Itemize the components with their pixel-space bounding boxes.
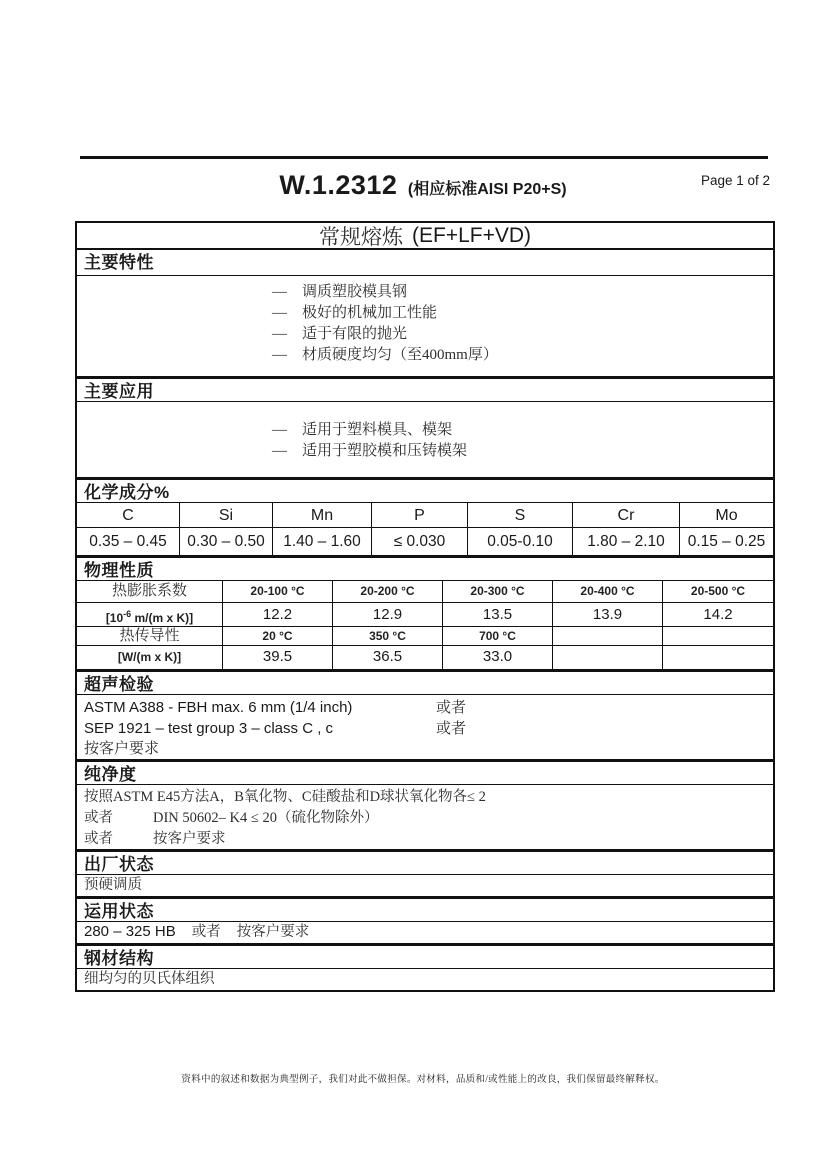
bullet-dash: — — [272, 443, 287, 459]
expansion-value: 12.2 — [223, 603, 333, 626]
conductivity-value — [663, 646, 773, 669]
ultrasonic-spec: ASTM A388 - FBH max. 6 mm (1/4 inch) — [84, 699, 353, 716]
datasheet-table — [75, 221, 775, 992]
chem-value: 1.40 – 1.60 — [273, 528, 372, 555]
heading-physical: 物理性质 — [77, 555, 773, 581]
or-label: 或者 — [84, 810, 113, 826]
conductivity-values-row — [77, 646, 773, 669]
heading-purity: 纯净度 — [77, 759, 773, 785]
chemistry-values-row — [77, 528, 773, 555]
purity-row — [84, 829, 773, 850]
feature-item-text: 调质塑胶模具钢 — [302, 284, 408, 300]
conductivity-temp: 350 °C — [333, 627, 443, 645]
footer-disclaimer: 资料中的叙述和数据为典型例子，我们对此不做担保。对材料，品质和/或性能上的改良，我们保留最终解释权。 — [181, 1075, 665, 1085]
expansion-temps-row — [77, 581, 773, 603]
purity-spec: DIN 50602– K4 ≤ 20（硫化物除外） — [153, 810, 379, 826]
unit-exponent: -6 — [123, 609, 132, 619]
purity-spec: 按客户要求 — [153, 831, 226, 847]
purity-row — [84, 808, 773, 829]
ultrasonic-row — [84, 697, 773, 718]
feature-item — [272, 303, 773, 324]
feature-item-text: 极好的机械加工性能 — [302, 305, 438, 321]
ultrasonic-row — [84, 718, 773, 739]
purity-body — [77, 785, 773, 849]
page-indicator: Page 1 of 2 — [700, 173, 770, 188]
ultrasonic-spec: 按客户要求 — [84, 741, 160, 757]
feature-item — [272, 282, 773, 303]
service-hardness: 280 – 325 HB — [84, 923, 176, 940]
ultrasonic-row — [84, 739, 773, 760]
feature-item-text: 材质硬度均匀（至400mm厚） — [302, 347, 498, 363]
purity-spec: 按照ASTM E45方法A，B氧化物、C硅酸盐和D球状氧化物各≤ 2 — [84, 789, 486, 805]
expansion-value: 14.2 — [703, 606, 733, 623]
heading-ultrasonic: 超声检验 — [77, 669, 773, 695]
or-label: 或者 — [436, 700, 467, 716]
doc-title: W.1.2312 — [279, 170, 398, 200]
conductivity-value: 36.5 — [333, 646, 443, 669]
chem-col-header: C — [77, 503, 180, 527]
expansion-value: 13.9 — [553, 603, 663, 626]
melting-title-row — [77, 223, 773, 250]
feature-item — [272, 345, 773, 366]
conductivity-temps-row — [77, 627, 773, 646]
ultrasonic-body — [77, 695, 773, 759]
chem-value: 0.30 – 0.50 — [180, 528, 273, 555]
applications-body — [77, 402, 773, 477]
chem-col-header: Mn — [273, 503, 372, 527]
expansion-temp: 20-500 °C — [690, 584, 746, 598]
chemistry-header-row — [77, 503, 773, 528]
chem-value: 0.35 – 0.45 — [77, 528, 180, 555]
bullet-dash: — — [272, 326, 287, 342]
application-item-text: 适用于塑料模具、模架 — [302, 422, 453, 438]
features-body — [77, 276, 773, 376]
application-item — [272, 441, 773, 462]
conductivity-temp — [553, 627, 663, 645]
heading-delivery-condition: 出厂状态 — [77, 849, 773, 875]
service-condition-row — [77, 922, 773, 943]
unit-prefix: [10 — [105, 611, 124, 625]
document-header — [75, 170, 771, 201]
or-label: 或者 — [191, 924, 221, 940]
conductivity-temp: 700 °C — [443, 627, 553, 645]
chem-value: 1.80 – 2.10 — [573, 528, 680, 555]
conductivity-unit: [W/(m x K)] — [77, 646, 223, 669]
expansion-temp: 20-200 °C — [333, 581, 443, 602]
header-rule — [80, 156, 768, 159]
conductivity-value: 33.0 — [443, 646, 553, 669]
chem-value: 0.05-0.10 — [468, 528, 573, 555]
heading-service-condition: 运用状态 — [77, 896, 773, 922]
chem-value: ≤ 0.030 — [372, 528, 468, 555]
conductivity-temp: 20 °C — [223, 627, 333, 645]
service-alt: 按客户要求 — [236, 924, 310, 940]
melting-title-latin: (EF+LF+VD) — [411, 223, 532, 247]
expansion-value: 12.9 — [333, 603, 443, 626]
application-item — [272, 420, 773, 441]
expansion-value: 13.5 — [443, 603, 553, 626]
heading-chemistry: 化学成分% — [77, 477, 773, 503]
bullet-dash: — — [272, 347, 287, 363]
application-item-text: 适用于塑胶模和压铸模架 — [302, 443, 468, 459]
conductivity-value: 39.5 — [223, 646, 333, 669]
bullet-dash: — — [272, 305, 287, 321]
chem-value: 0.15 – 0.25 — [687, 533, 766, 550]
conductivity-label: 热传导性 — [77, 627, 223, 645]
expansion-temp: 20-100 °C — [223, 581, 333, 602]
conductivity-value — [553, 646, 663, 669]
ultrasonic-spec: SEP 1921 – test group 3 – class C , c — [84, 720, 334, 737]
heading-steel-structure: 钢材结构 — [77, 943, 773, 969]
chem-col-header: P — [372, 503, 468, 527]
chem-col-header: Si — [180, 503, 273, 527]
purity-row — [84, 787, 773, 808]
expansion-values-row — [77, 603, 773, 627]
chem-col-header: S — [468, 503, 573, 527]
delivery-condition-text: 预硬调质 — [84, 877, 142, 893]
expansion-temp: 20-400 °C — [553, 581, 663, 602]
chem-col-header: Cr — [573, 503, 680, 527]
heading-features: 主要特性 — [77, 250, 773, 276]
bullet-dash: — — [272, 284, 287, 300]
melting-title-cn: 常规熔炼 — [318, 224, 403, 249]
chem-col-header: Mo — [715, 507, 738, 524]
expansion-label: 热膨胀系数 — [77, 581, 223, 602]
conductivity-temp — [663, 627, 773, 645]
bullet-dash: — — [272, 422, 287, 438]
expansion-temp: 20-300 °C — [443, 581, 553, 602]
unit-suffix: m/(m x K)] — [131, 611, 194, 625]
feature-item — [272, 324, 773, 345]
heading-applications: 主要应用 — [77, 376, 773, 402]
or-label: 或者 — [436, 721, 467, 737]
or-label: 或者 — [84, 831, 113, 847]
steel-structure-text: 细均匀的贝氏体组织 — [84, 971, 215, 987]
feature-item-text: 适于有限的抛光 — [302, 326, 408, 342]
doc-subtitle: (相应标准AISI P20+S) — [407, 181, 567, 198]
expansion-unit — [77, 603, 223, 626]
